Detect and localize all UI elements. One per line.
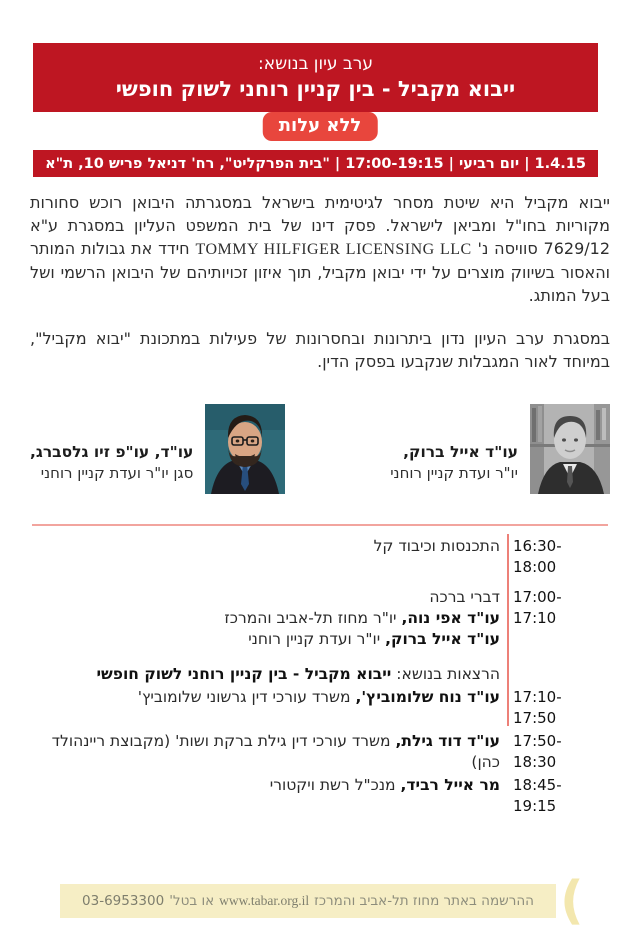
schedule-item <box>32 587 509 650</box>
speaker-name: עו"ד, עו"פ זיו גלסברג, <box>30 443 194 461</box>
date-place-bar: 1.4.15 | יום רביעי | 17:00-19:15 | "בית הפרקליט", רח' דניאל פריש 10, ת"א <box>33 150 598 177</box>
speaker-role-text: מנכ"ל רשת ויקטורי <box>269 776 401 794</box>
title-banner <box>33 43 598 112</box>
schedule-line <box>34 687 500 708</box>
speaker-photo-color <box>205 404 285 494</box>
schedule-item <box>32 536 509 557</box>
schedule-time: 17:00-17:10 <box>513 588 562 627</box>
speaker-text <box>390 404 518 484</box>
speaker-ziv-glasberg <box>30 404 285 494</box>
schedule-line <box>34 731 500 773</box>
registration-bar <box>60 884 556 918</box>
speaker-name: עו"ד אייל ברוק, <box>403 443 518 461</box>
registration-text: ההרשמה באתר מחוז תל-אביב והמרכז <box>314 893 534 909</box>
speakers-row <box>30 404 610 500</box>
paragraph-1 <box>30 191 610 307</box>
speaker-name-bold: עו"ד דוד גילת, <box>395 732 500 750</box>
speaker-role: סגן יו"ר ועדת קניין רוחני <box>40 464 194 482</box>
schedule-row <box>32 587 608 650</box>
schedule-row <box>32 731 608 773</box>
schedule-line <box>34 775 500 796</box>
schedule-item <box>32 775 509 796</box>
speaker-role-text: יו"ר מחוז תל-אביב והמרכז <box>224 609 402 627</box>
schedule-divider-line <box>507 534 510 726</box>
schedule-line <box>34 664 500 685</box>
speaker-text <box>30 404 193 484</box>
paragraph-1-continued: חידד את גבולות המותר והאסור בשיווק מוצרים על ידי יבואן מקביל, תוך איזון זכויותיהם של היבואן הרשמי ושל בעל המותג. <box>30 239 610 305</box>
event-title: ייבוא מקביל - בין קניין רוחני לשוק חופשי <box>115 77 516 101</box>
registration-phone: 03-6953300 <box>82 893 165 909</box>
schedule-row <box>32 775 608 817</box>
registration-or-phone-text: או בטל' <box>169 893 215 909</box>
schedule-item <box>32 664 509 685</box>
paragraph-2: במסגרת ערב העיון נדון ביתרונות ובחסרונות של פעילות במתכונת "יבוא מקביל", במיוחד לאור המגבלות שנקבעו בפסק הדין. <box>30 329 610 371</box>
speaker-eyal-brook <box>390 404 610 494</box>
schedule-time: 18:45-19:15 <box>513 776 562 815</box>
logo-bracket-icon: ( <box>560 871 584 931</box>
schedule-line: דברי ברכה <box>429 588 500 606</box>
event-kicker: ערב עיון בנושא: <box>258 54 373 74</box>
schedule-time: 17:10-17:50 <box>513 688 562 727</box>
schedule-line <box>34 608 500 629</box>
speaker-name-bold: עו"ד אפי נוה, <box>401 609 500 627</box>
schedule-item <box>32 687 509 708</box>
speaker-role-text: משרד עורכי דין גרשוני שלומוביץ' <box>137 688 356 706</box>
schedule-row <box>32 536 608 578</box>
speaker-role-text: יו"ר ועדת קניין רוחני <box>248 630 386 648</box>
free-badge: ללא עלות <box>263 112 378 141</box>
speaker-role: יו"ר ועדת קניין רוחני <box>390 464 518 482</box>
case-party-name: TOMMY HILFIGER LICENSING LLC <box>195 241 472 258</box>
schedule-time: 17:50-18:30 <box>513 732 562 771</box>
registration-url[interactable]: www.tabar.org.il <box>219 893 310 908</box>
speaker-name-bold: עו"ד אייל ברוק, <box>385 630 500 648</box>
paragraph-1-text: ייבוא מקביל היא שיטת מסחר לגיטימית בישראל במסגרתה היבואן רוכש סחורות מקוריות בחו"ל ומביאן לישראל. פסק דינו של בית המשפט העליון במסגרת ע"א 7629/12 סוויסה נ' <box>30 193 610 258</box>
lectures-topic-bold: ייבוא מקביל - בין קניין רוחני לשוק חופשי <box>96 665 392 683</box>
speaker-name-bold: מר אייל רביד, <box>400 776 500 794</box>
speaker-role-text: משרד עורכי דין גילת ברקת ושות' (מקבוצת ריינהולד כהן) <box>51 732 500 771</box>
schedule-item <box>32 731 509 773</box>
schedule-time: 16:30-18:00 <box>513 537 562 576</box>
speaker-name-bold: עו"ד נוח שלומוביץ', <box>355 688 500 706</box>
intro-text <box>30 191 610 393</box>
schedule-line <box>34 629 500 650</box>
speaker-photo-grayscale <box>530 404 610 494</box>
schedule-table <box>32 524 608 817</box>
schedule-row <box>32 664 608 685</box>
schedule-row <box>32 687 608 729</box>
lectures-prefix: הרצאות בנושא: <box>391 665 500 683</box>
schedule-line: התכנסות וכיבוד קל <box>373 537 500 555</box>
